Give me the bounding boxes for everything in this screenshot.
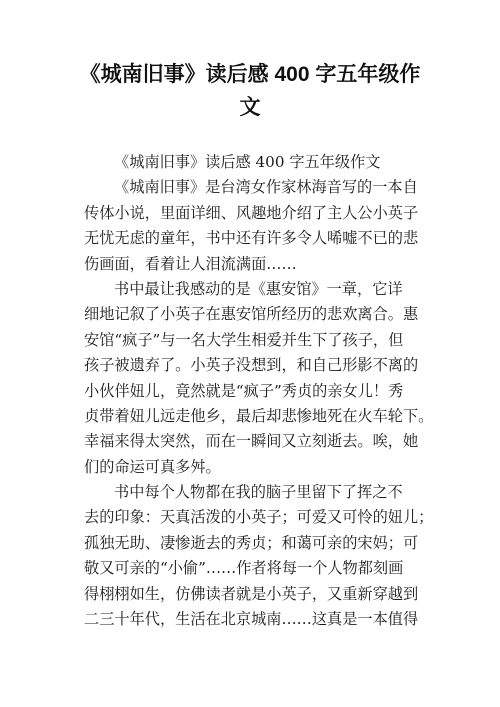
body-line: 《城南旧事》读后感 400 字五年级作文 [114,153,381,171]
body-line: 小伙伴妞儿，竟然就是“疯子”秀贞的亲女儿！秀 [84,381,404,400]
body-line: 们的命运可真多舛。 [84,457,221,476]
body-line: 二三十年代，生活在北京城南……这真是一本值得 [84,610,419,629]
body-line: 无忧无虑的童年，书中还有许多令人唏嘘不已的悲 [84,229,419,248]
title-line-1: 《城南旧事》读后感 400 字五年级作 [79,63,421,86]
body-line: 幸福来得太突然，而在一瞬间又立刻逝去。唉，她 [84,432,419,451]
body-line: 安馆“疯子”与一名大学生相爱并生下了孩子，但 [84,330,404,349]
body-line: 《城南旧事》是台湾女作家林海音写的一本自 [114,178,418,197]
body-line: 去的印象：天真活泼的小英子；可爱又可怜的妞儿； [84,508,434,527]
body-line: 书中每个人物都在我的脑子里留下了挥之不 [114,483,403,502]
body-line: 得栩栩如生，仿佛读者就是小英子，又重新穿越到 [84,584,419,603]
body-line: 贞带着妞儿远走他乡，最后却悲惨地死在火车轮下。 [84,406,434,425]
title-line-2: 文 [239,96,261,119]
body-line: 细地记叙了小英子在惠安馆所经历的悲欢离合。惠 [84,305,419,324]
document-body [84,150,434,632]
body-line: 书中最让我感动的是《惠安馆》一章，它详 [114,279,403,298]
body-line: 伤画面，看着让人泪流满面…… [84,254,297,273]
body-line: 传体小说，里面详细、风趣地介绍了主人公小英子 [84,203,419,222]
document-title [40,58,460,124]
body-line: 孩子被遗弃了。小英子没想到，和自己形影不离的 [84,356,419,375]
body-line: 孤独无助、凄惨逝去的秀贞；和蔼可亲的宋妈；可 [84,533,419,552]
body-line: 敬又可亲的“小偷”……作者将每一个人物都刻画 [84,559,404,578]
